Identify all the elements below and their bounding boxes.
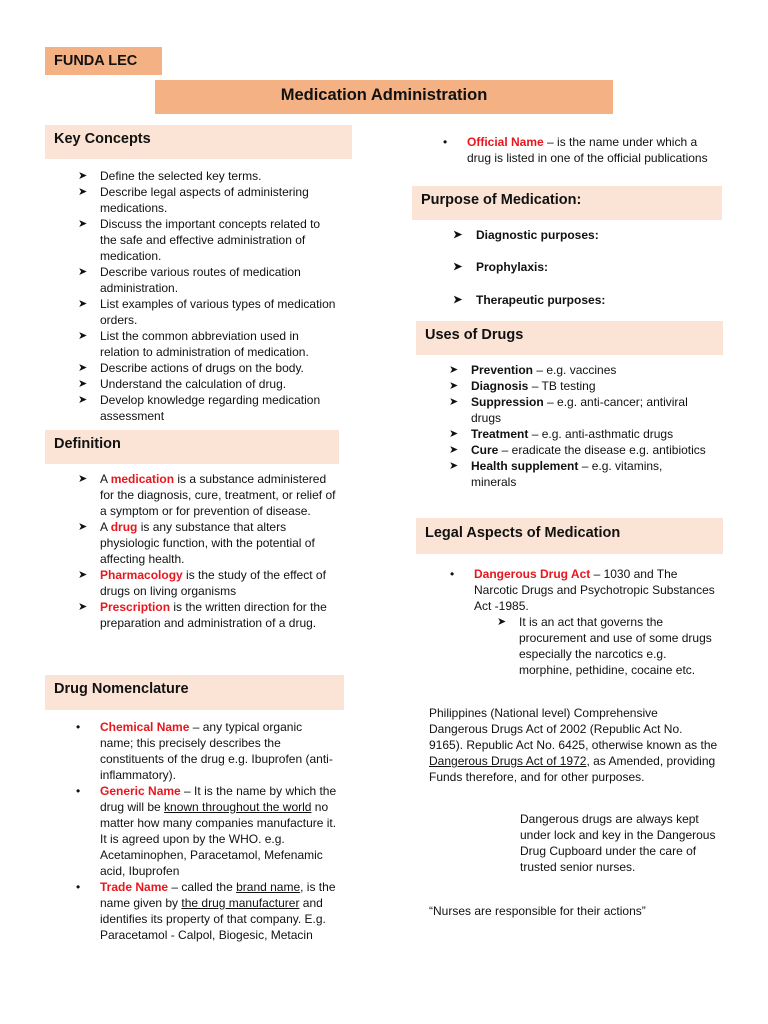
definition-heading: Definition xyxy=(45,430,339,464)
arrow-bullet-icon: ➤ xyxy=(449,396,459,408)
list-item: ➤ List examples of various types of medication orders. xyxy=(78,297,336,327)
arrow-bullet-icon: ➤ xyxy=(78,218,88,230)
list-item: ➤ A medication is a substance administered for the diagnosis, cure, treatment, or relief of a symptom or for prevention of disease. xyxy=(78,472,336,518)
list-item: ➤ Cure – eradicate the disease e.g. antibiotics xyxy=(449,443,706,457)
arrow-bullet-icon: ➤ xyxy=(453,229,463,241)
list-item: ➤ Define the selected key terms. xyxy=(78,169,262,183)
arrow-bullet-icon: ➤ xyxy=(78,569,88,581)
term-pharmacology: Pharmacology xyxy=(100,568,183,582)
list-item: ➤ Describe actions of drugs on the body. xyxy=(78,361,304,375)
term-drug: drug xyxy=(110,520,138,534)
arrow-bullet-icon: ➤ xyxy=(78,170,88,182)
term-dangerous-drug-act: Dangerous Drug Act xyxy=(474,567,591,581)
bullet-dot-icon: • xyxy=(76,784,81,798)
arrow-bullet-icon: ➤ xyxy=(449,444,459,456)
definition-list xyxy=(78,471,336,631)
legal-heading: Legal Aspects of Medication xyxy=(416,518,723,554)
arrow-bullet-icon: ➤ xyxy=(78,266,88,278)
purpose-list xyxy=(453,227,713,308)
legal-sub-list xyxy=(497,614,715,678)
uses-heading: Uses of Drugs xyxy=(416,321,723,355)
page-title: Medication Administration xyxy=(155,80,613,114)
list-item: • Chemical Name – any typical organic name; this precisely describes the constituents of the drug e.g. Ibuprofen (anti-inflammatory). xyxy=(76,720,333,782)
list-item: ➤ Diagnostic purposes: xyxy=(453,228,599,242)
key-concepts-heading: Key Concepts xyxy=(45,125,352,159)
list-item: ➤ Prophylaxis: xyxy=(453,260,549,274)
arrow-bullet-icon: ➤ xyxy=(78,601,88,613)
list-item: ➤ Health supplement – e.g. vitamins, minerals xyxy=(449,459,663,489)
term-official-name: Official Name xyxy=(467,135,544,149)
arrow-bullet-icon: ➤ xyxy=(497,616,507,628)
list-item: ➤ It is an act that governs the procurement and use of some drugs especially the narcotics e.g. morphine, pethidine, cocaine etc. xyxy=(497,615,712,677)
nomenclature-heading: Drug Nomenclature xyxy=(45,675,344,710)
list-item: ➤ Treatment – e.g. anti-asthmatic drugs xyxy=(449,427,674,441)
list-item: ➤ Suppression – e.g. anti-cancer; antiviral drugs xyxy=(449,395,688,425)
arrow-bullet-icon: ➤ xyxy=(78,330,88,342)
list-item: ➤ Discuss the important concepts related to the safe and effective administration of medication. xyxy=(78,217,321,263)
list-item: ➤ Diagnosis – TB testing xyxy=(449,379,596,393)
bullet-dot-icon: • xyxy=(76,720,81,734)
list-item: ➤ Pharmacology is the study of the effect of drugs on living organisms xyxy=(78,568,326,598)
arrow-bullet-icon: ➤ xyxy=(78,394,88,406)
list-item: • Official Name – is the name under which a drug is listed in one of the official publications xyxy=(443,135,708,165)
list-item: • Dangerous Drug Act – 1030 and The Narcotic Drugs and Psychotropic Substances Act -1985. xyxy=(450,567,715,613)
legal-list xyxy=(450,566,715,614)
arrow-bullet-icon: ➤ xyxy=(78,362,88,374)
arrow-bullet-icon: ➤ xyxy=(449,380,459,392)
arrow-bullet-icon: ➤ xyxy=(449,460,459,472)
list-item: • Generic Name – It is the name by which the drug will be known throughout the world no matter how many companies manufacture it. It is agreed upon by the WHO. e.g. Acetaminophen, Paracetamol, Mefenamic acid, Ibuprofen xyxy=(76,784,337,878)
list-item: ➤ A drug is any substance that alters physiologic function, with the potential of affecting health. xyxy=(78,520,315,566)
arrow-bullet-icon: ➤ xyxy=(78,186,88,198)
list-item: ➤ Describe various routes of medication administration. xyxy=(78,265,301,295)
bullet-dot-icon: • xyxy=(450,567,455,581)
list-item: ➤ List the common abbreviation used in relation to administration of medication. xyxy=(78,329,309,359)
bullet-dot-icon: • xyxy=(443,135,448,149)
bullet-dot-icon: • xyxy=(76,880,81,894)
list-item: ➤ Describe legal aspects of administering medications. xyxy=(78,185,309,215)
philippines-paragraph: Philippines (National level) Comprehensive Dangerous Drugs Act of 2002 (Republic Act No. 9165). Republic Act No. 6425, otherwise known as the Dangerous Drugs Act of 1972, as Amended, providing Funds therefore, and for other purposes. xyxy=(429,706,718,784)
purpose-heading: Purpose of Medication: xyxy=(412,186,722,220)
term-trade-name: Trade Name xyxy=(100,880,169,894)
uses-list xyxy=(449,362,709,490)
list-item: ➤ Understand the calculation of drug. xyxy=(78,377,287,391)
term-medication: medication xyxy=(110,472,175,486)
term-prescription: Prescription xyxy=(100,600,171,614)
list-item: ➤ Therapeutic purposes: xyxy=(453,293,606,307)
arrow-bullet-icon: ➤ xyxy=(449,428,459,440)
arrow-bullet-icon: ➤ xyxy=(453,261,463,273)
course-tag: FUNDA LEC xyxy=(45,47,162,75)
list-item: ➤ Prescription is the written direction for the preparation and administration of a drug. xyxy=(78,600,327,630)
key-concepts-list xyxy=(78,168,338,424)
term-chemical-name: Chemical Name xyxy=(100,720,190,734)
arrow-bullet-icon: ➤ xyxy=(453,294,463,306)
arrow-bullet-icon: ➤ xyxy=(78,473,88,485)
official-name-list xyxy=(443,134,713,166)
term-generic-name: Generic Name xyxy=(100,784,181,798)
arrow-bullet-icon: ➤ xyxy=(449,364,459,376)
list-item: • Trade Name – called the brand name, is the name given by the drug manufacturer and identifies its property of that company. E.g. Paracetamol - Calpol, Biogesic, Metacin xyxy=(76,880,336,942)
nurses-quote: “Nurses are responsible for their actions” xyxy=(429,904,646,918)
storage-paragraph: Dangerous drugs are always kept under lock and key in the Dangerous Drug Cupboard under the care of trusted senior nurses. xyxy=(520,812,716,874)
list-item: ➤ Prevention – e.g. vaccines xyxy=(449,363,617,377)
nomenclature-list xyxy=(76,719,338,943)
arrow-bullet-icon: ➤ xyxy=(78,378,88,390)
arrow-bullet-icon: ➤ xyxy=(78,521,88,533)
list-item: ➤ Develop knowledge regarding medication assessment xyxy=(78,393,321,423)
arrow-bullet-icon: ➤ xyxy=(78,298,88,310)
